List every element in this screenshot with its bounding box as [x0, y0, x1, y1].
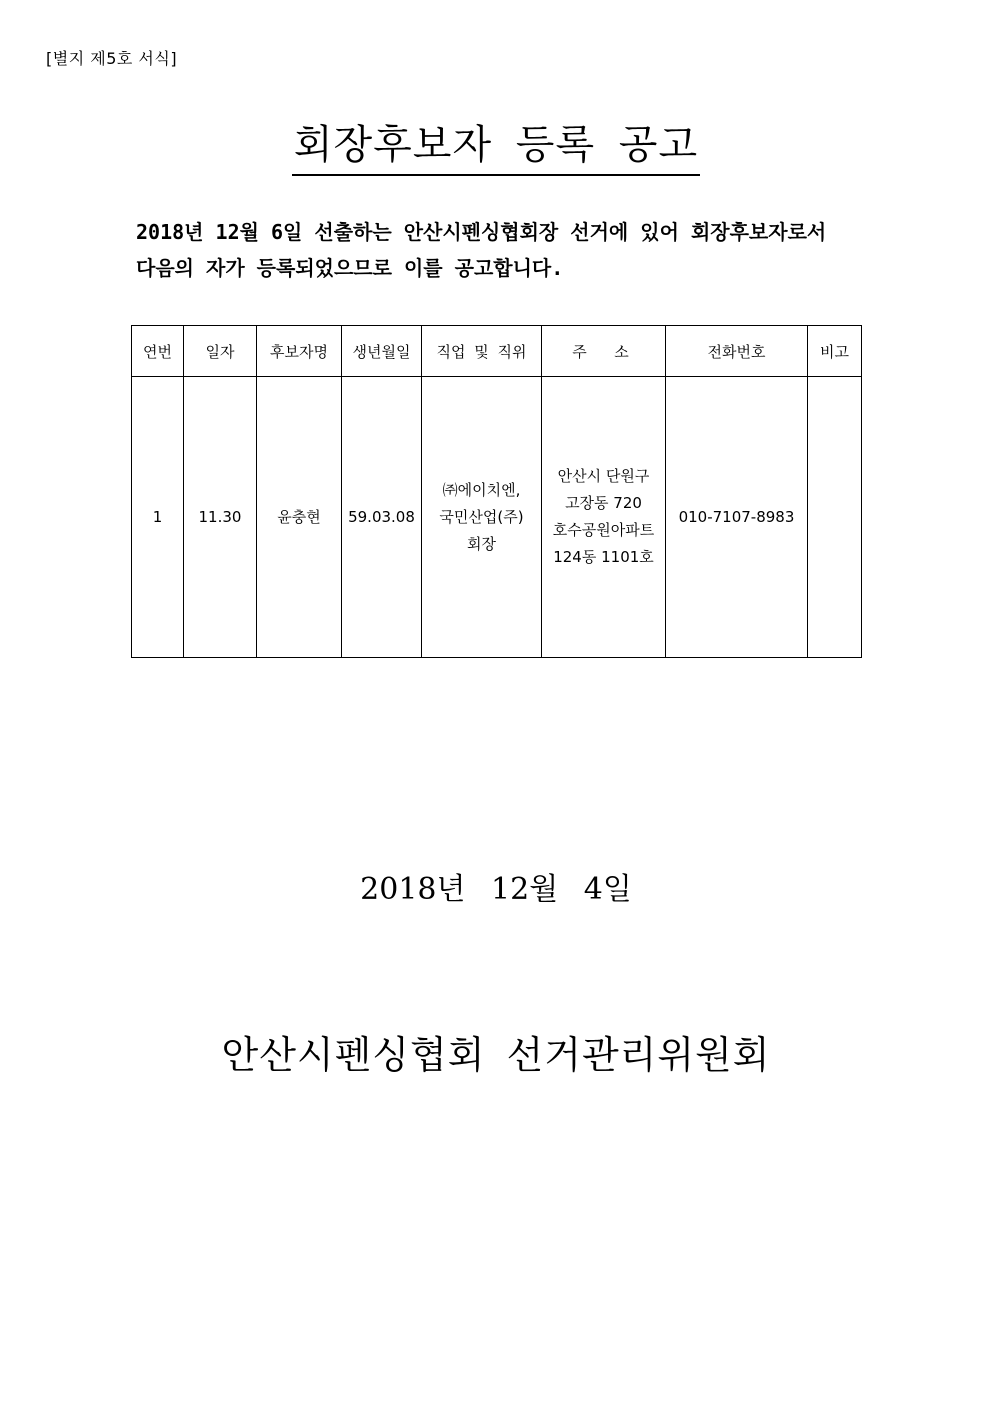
job-line-2: 국민산업(주)	[439, 507, 524, 526]
header-date: 일자	[184, 326, 257, 377]
cell-no: 1	[132, 377, 184, 658]
address-line-3: 호수공원아파트	[552, 521, 655, 539]
header-phone: 전화번호	[666, 326, 808, 377]
date-year: 2018년	[360, 872, 466, 907]
header-candidate-name: 후보자명	[257, 326, 342, 377]
address-line-1: 안산시 단원구	[557, 467, 650, 485]
intro-line-1: 2018년 12월 6일 선출하는 안산시펜싱협회장 선거에 있어 회장후보자로서	[136, 220, 827, 244]
cell-date: 11.30	[184, 377, 257, 658]
cell-address	[542, 377, 666, 658]
date-month: 12월	[491, 872, 559, 907]
cell-birth: 59.03.08	[342, 377, 422, 658]
job-line-1: ㈜에이치엔,	[442, 480, 521, 499]
intro-line-2: 다음의 자가 등록되었으므로 이를 공고합니다.	[136, 256, 564, 280]
header-job-position: 직업 및 직위	[422, 326, 542, 377]
header-no: 연번	[132, 326, 184, 377]
announcement-date	[0, 868, 992, 912]
table-row	[132, 377, 862, 658]
header-birth-date: 생년월일	[342, 326, 422, 377]
job-line-3: 회장	[467, 534, 496, 553]
organization-name: 안산시펜싱협회 선거관리위원회	[221, 1033, 771, 1077]
candidate-table	[131, 325, 862, 658]
table-header-row	[132, 326, 862, 377]
intro-paragraph	[136, 214, 896, 286]
header-address: 주 소	[542, 326, 666, 377]
cell-note	[808, 377, 862, 658]
date-day: 4일	[583, 872, 632, 907]
cell-job	[422, 377, 542, 658]
address-line-4: 124동 1101호	[553, 548, 654, 566]
document-title-wrapper	[0, 118, 992, 176]
header-note: 비고	[808, 326, 862, 377]
cell-phone: 010-7107-8983	[666, 377, 808, 658]
form-label: [별지 제5호 서식]	[46, 49, 178, 68]
address-line-2: 고장동 720	[565, 494, 642, 512]
document-title: 회장후보자 등록 공고	[292, 118, 700, 176]
cell-name: 윤충현	[257, 377, 342, 658]
